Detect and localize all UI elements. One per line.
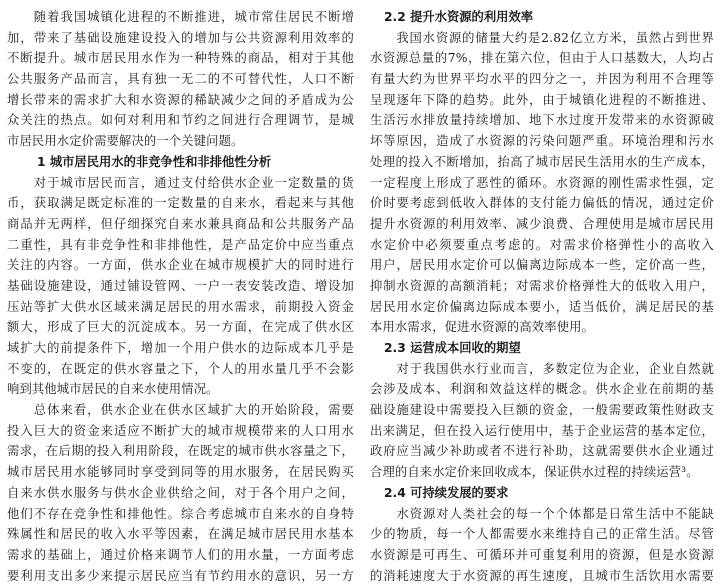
- text-line: 不变的，在既定的供水容量之下，个人的用水量几乎不会影: [7, 361, 354, 376]
- section-heading: 1 城市居民用水的非竞争性和非排他性分析: [37, 154, 272, 169]
- text-line: 价时要考虑到低收入群体的支付能力偏低的情况，通过定价: [370, 196, 714, 211]
- text-line: 呈现逐年下降的趋势。此外，由于城镇化进程的不断推进、: [370, 92, 714, 107]
- text-line: 随着我国城镇化进程的不断推进，城市常住居民不断增: [7, 10, 354, 24]
- text-line: 一定程度上形成了恶性的循环。水资源的刚性需求性强，定: [370, 175, 714, 190]
- text-line: 处理的投入不断增加，抬高了城市居民生活用水的生产成本，: [370, 154, 714, 169]
- text-line: 关注的内容。一方面，供水企业在城市规模扩大的同时进行: [7, 258, 354, 273]
- text-line: 需求的基础上，通过价格来调节人们的用水量，一方面考虑: [7, 547, 354, 562]
- text-line: 自来水供水服务与供水企业供给之间，对于各个用户之间，: [7, 485, 354, 500]
- text-line: 础设施建设中需要投入巨额的资金，一般需要政策性财政支: [370, 403, 714, 418]
- text-line: 用户，居民用水定价可以偏离边际成本一些，定价高一些，: [370, 258, 714, 273]
- text-line: 二重性，具有非竞争性和非排他性，是产品定价中应当重点: [7, 237, 354, 252]
- section-heading: 2.4 可持续发展的要求: [384, 485, 509, 500]
- text-line: 水资源总量的7%，排在第六位，但由于人口基数大，人均占: [370, 51, 714, 66]
- text-line: 要利用支出多少来提示居民应当有节约用水的意识，另一方: [7, 568, 354, 583]
- text-line: 抑制水资源的高额消耗；对需求价格弹性大的低收入用户，: [370, 278, 714, 293]
- text-line: 本用水需求，促进水资源的高效率使用。: [370, 320, 595, 335]
- text-line: 总体来看，供水企业在供水区域扩大的开始阶段，需要: [7, 403, 354, 418]
- text-line: 市居民用水定价需要解决的一个关键问题。: [7, 134, 244, 149]
- text-line: 投入巨大的资金来适应不断扩大的城市规模带来的人口用水: [7, 423, 354, 438]
- text-line: 水资源是可再生、可循环并可重复利用的资源，但是水资源: [370, 547, 714, 562]
- text-line: 不断提升。城市居民用水作为一种特殊的商品，相对于其他: [7, 51, 354, 66]
- text-line: 响到其他城市居民的自来水使用情况。: [7, 382, 219, 397]
- text-line: 会涉及成本、利润和效益这样的概念。供水企业在前期的基: [370, 382, 714, 397]
- text-line: 他们不存在竞争性和排他性。综合考虑城市自来水的自身特: [7, 506, 354, 521]
- text-line: 我国水资源的储量大约是2.82亿立方米，虽然占到世界: [370, 30, 714, 45]
- text-line: 域扩大的前提条件下，增加一个用户供水的边际成本几乎是: [7, 341, 354, 355]
- text-line: 对于我国供水行业而言，多数定位为企业，企业自然就: [370, 361, 714, 376]
- text-line: 殊属性和居民的收入水平等因素，在满足城市居民用水基本: [7, 527, 354, 542]
- text-line: 加，带来了基础设施建设投入的增加与公共资源利用效率的: [7, 30, 354, 45]
- text-line: 压站等扩大供水区域来满足居民的用水需求，前期投入资金: [7, 299, 354, 314]
- text-line: 生活污水排放量持续增加、地下水过度开发带来的水资源破: [370, 113, 714, 128]
- text-line: 有量大约为世界平均水平的四分之一，并因为利用不合理等: [370, 72, 714, 87]
- text-line: 出来满足，但在投入运行使用中，基于企业运营的基本定位，: [370, 423, 714, 438]
- text-line: 水定价中必须要重点考虑的。对需求价格弹性小的高收入: [370, 237, 714, 252]
- text-line: 提升水资源的利用效率、减少浪费、合理使用是城市居民用: [370, 216, 714, 231]
- text-line: 公共服务产品而言，具有独一无二的不可替代性，人口不断: [7, 72, 354, 87]
- text-line: 政府应当减少补助或者不进行补助，这就需要供水企业通过: [370, 444, 714, 459]
- text-line: 合理的自来水定价来回收成本，保证供水过程的持续运营³。: [370, 465, 699, 480]
- text-line: 增长带来的需求扩大和水资源的稀缺减少之间的矛盾成为公: [7, 92, 354, 107]
- text-line: 商品并无两样，但仔细探究自来水兼具商品和公共服务产品: [7, 216, 354, 231]
- text-line: 城市居民用水能够同时享受到同等的用水服务，在居民购买: [7, 465, 354, 480]
- text-line: 额大，形成了巨大的沉淀成本。另一方面，在完成了供水区: [7, 320, 354, 335]
- section-heading: 2.2 提升水资源的利用效率: [384, 10, 534, 24]
- text-line: 的消耗速度大于水资源的再生速度，且城市生活饮用水需要: [370, 568, 714, 583]
- text-line: 需求，在后期的投入利用阶段，在既定的城市供水容量之下，: [7, 444, 354, 459]
- section-heading: 2.3 运营成本回收的期望: [384, 341, 521, 355]
- text-line: 对于城市居民而言，通过支付给供水企业一定数量的货: [7, 175, 354, 190]
- text-line: 居民用水定价偏离边际成本要小，适当低价，满足居民的基: [370, 299, 714, 314]
- text-line: 水资源对人类社会的每一个个体都是日常生活中不能缺: [370, 506, 714, 521]
- left-column: [7, 7, 354, 583]
- text-line: 少的物质，每一个人都需要水来维持自己的正常生活。尽管: [370, 527, 714, 542]
- text-line: 币，获取满足既定标准的一定数量的自来水，看起来与其他: [7, 196, 354, 211]
- right-column: [370, 7, 714, 583]
- text-line: 基础设施建设，通过铺设管网、一户一表安装改造、增设加: [7, 278, 354, 293]
- text-line: 坏等原因，造成了水资源的污染问题严重。环境治理和污水: [370, 134, 714, 149]
- text-line: 众关注的热点。如何对利用和节约之间进行合理调节，是城: [7, 113, 354, 128]
